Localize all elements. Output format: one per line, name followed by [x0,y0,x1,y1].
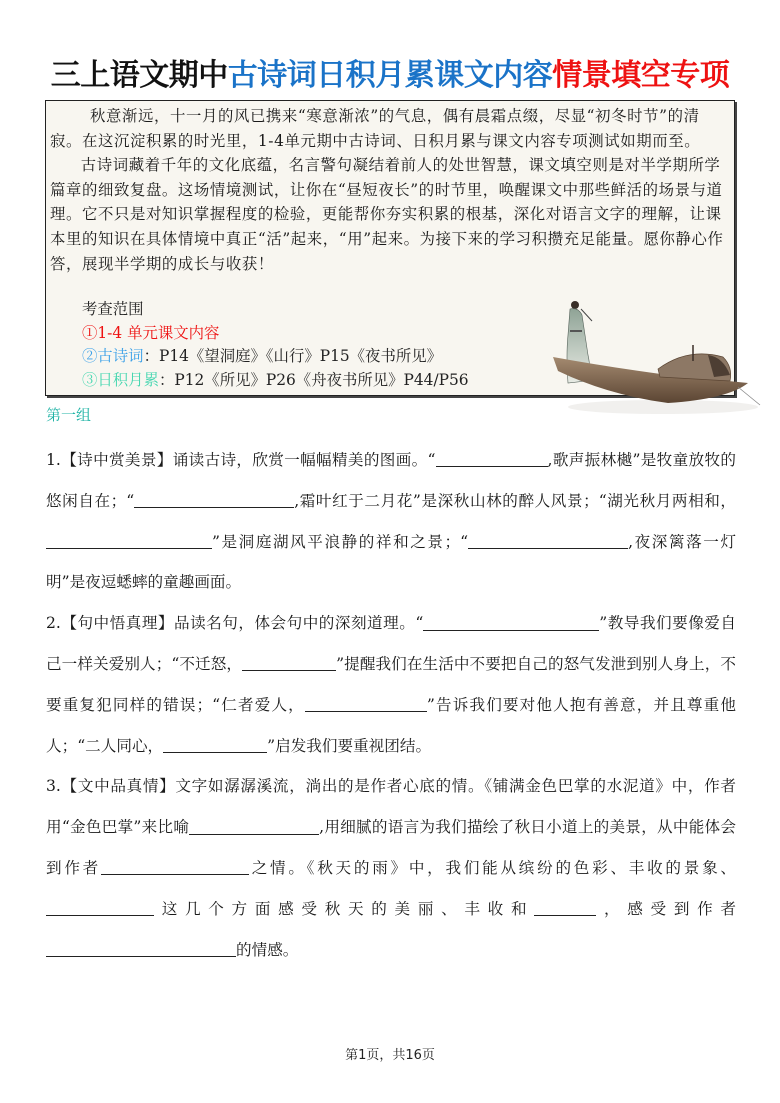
question-text: ”是洞庭湖风平浪静的祥和之景；“ [212,532,469,551]
scope-item-2-label: ②古诗词 [82,347,144,365]
page-title [0,54,780,98]
answer-blank[interactable] [468,532,628,549]
scope-item-2 [82,345,469,369]
scope-item-1: ①1-4 单元课文内容 [82,323,220,342]
answer-blank[interactable] [436,450,548,467]
group-label: 第一组 [46,406,92,424]
question-number: 3. [46,777,61,796]
question-text: ,夜深篱落一灯明”是夜逗蟋蟀的童趣画面。 [46,532,736,592]
answer-blank[interactable] [534,899,596,916]
question-list [46,440,736,970]
answer-blank[interactable] [134,491,294,508]
question-text: ”教导我们要像爱自己一样关爱别人；“不迁怒， [46,614,736,673]
title-part-type: 情景填空专项 [552,58,730,93]
question-text: 的情感。 [236,940,299,959]
answer-blank[interactable] [46,532,212,549]
question-text: ,歌声振林樾”是牧童放牧的悠闲自在；“ [46,451,736,510]
page-footer: 第1页，共16页 [345,1048,435,1063]
scope-item-3-label: ③日积月累 [82,370,159,389]
answer-blank[interactable] [423,613,599,630]
question-text: ,霜叶红于二月花”是深秋山林的醉人风景；“湖光秋月两相和， [294,491,736,510]
scope-item-3 [82,369,469,393]
question-text: ”启发我们要重视团结。 [267,736,432,755]
question-text: 文字如潺潺溪流，淌出的是作者心底的情。《铺满金色巴掌的水泥道》中，作者用“金色巴掌”来比喻 [46,777,736,837]
answer-blank[interactable] [305,695,427,712]
question-1 [46,440,736,603]
question-text: ,用细腻的语言为我们描绘了秋日小道上的美景，从中能体会到作者 [46,818,736,877]
question-3 [46,766,736,970]
question-text: 诵读古诗，欣赏一幅幅精美的图画。“ [172,451,436,469]
intro-paragraph-2: 古诗词藏着千年的文化底蕴，名言警句凝结着前人的处世智慧，课文填空则是对半学期所学篇章的细致复盘。这场情境测试，让你在“昼短夜长”的时节里，唤醒课文中那些鲜活的场景与道理。它不只是对知识掌握程度的检验，更能帮你夯实积累的根基，深化对语言文字的理解，让课本里的知识在具体情境中真正“活”起来，“用”起来。为接下来的学习积攒充足能量。愿你静心作答，展现半学期的成长与收获！ [50,156,724,273]
question-number: 2. [46,614,61,633]
scholar-boat-illustration [548,295,768,425]
intro-text [50,104,730,276]
question-text: ”提醒我们在生活中不要把自己的怒气发泄到别人身上，不要重复犯同样的错误；“仁者爱人， [46,654,736,714]
title-part-grade: 三上语文期中 [50,58,228,93]
exam-scope [82,298,469,392]
answer-blank[interactable] [163,736,267,753]
question-text: ”告诉我们要对他人抱有善意，并且尊重他人；“二人同心， [46,695,736,755]
question-number: 1. [46,451,61,469]
scope-heading: 考查范围 [82,300,144,318]
answer-blank[interactable] [242,654,336,671]
intro-paragraph-1: 秋意渐远，十一月的风已携来“寒意渐浓”的气息，偶有晨霜点缀，尽显“初冬时节”的清寂。在这沉淀积累的时光里，1-4单元期中古诗词、日积月累与课文内容专项测试如期而至。 [50,107,701,150]
question-text: 品读名句，体会句中的深刻道理。“ [174,614,424,633]
question-text: ，感受到作者 [596,899,736,918]
answer-blank[interactable] [101,858,249,875]
title-part-topic: 古诗词日积月累课文内容 [227,58,553,93]
question-tag: 【诗中赏美景】 [60,451,173,469]
question-tag: 【文中品真情】 [60,777,176,796]
question-2 [46,603,736,766]
answer-blank[interactable] [46,899,154,916]
scope-item-2-value: ：P14《望洞庭》《山行》P15《夜书所见》 [143,347,443,365]
scope-item-3-value: ：P12《所见》P26《舟夜书所见》P44/P56 [158,370,469,389]
question-text: 这几个方面感受秋天的美丽、丰收和 [154,899,535,918]
question-tag: 【句中悟真理】 [60,614,174,633]
question-text: 之情。《秋天的雨》中，我们能从缤纷的色彩、丰收的景象、 [248,858,736,877]
answer-blank[interactable] [46,940,236,957]
answer-blank[interactable] [189,817,319,834]
